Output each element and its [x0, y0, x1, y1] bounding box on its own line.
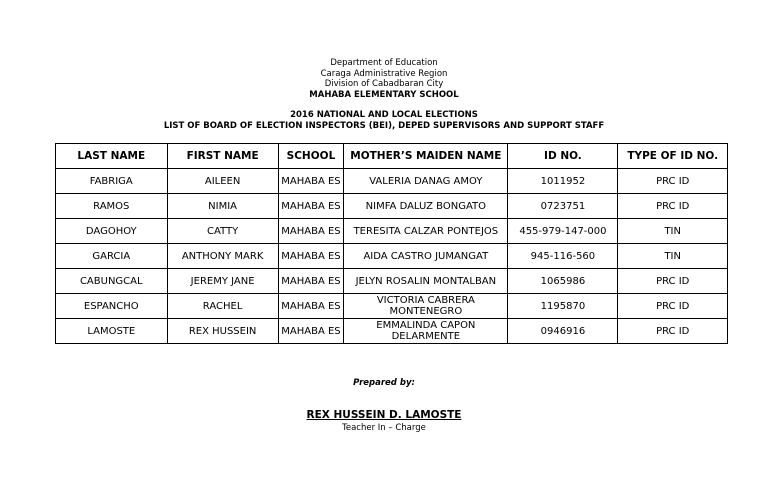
cell-school: MAHABA ES — [278, 319, 344, 344]
table-row — [56, 244, 728, 269]
cell-school: MAHABA ES — [278, 294, 344, 319]
cell-school: MAHABA ES — [278, 269, 344, 294]
col-mothers-maiden-name: MOTHER’S MAIDEN NAME — [344, 144, 508, 169]
cell-id-no: 455-979-147-000 — [508, 219, 618, 244]
table-row — [56, 319, 728, 344]
table-row — [56, 269, 728, 294]
cell-last-name: RAMOS — [56, 194, 168, 219]
cell-school: MAHABA ES — [278, 219, 344, 244]
cell-last-name: DAGOHOY — [56, 219, 168, 244]
cell-last-name: GARCIA — [56, 244, 168, 269]
cell-mothers-maiden-name: AIDA CASTRO JUMANGAT — [344, 244, 508, 269]
cell-id-no: 945-116-560 — [508, 244, 618, 269]
cell-first-name: NIMIA — [167, 194, 278, 219]
cell-last-name: CABUNGCAL — [56, 269, 168, 294]
col-id-no: ID NO. — [508, 144, 618, 169]
cell-first-name: CATTY — [167, 219, 278, 244]
cell-school: MAHABA ES — [278, 194, 344, 219]
cell-id-no: 1065986 — [508, 269, 618, 294]
cell-mothers-maiden-name: EMMALINDA CAPON DELARMENTE — [344, 319, 508, 344]
document-title — [0, 110, 768, 132]
cell-first-name: ANTHONY MARK — [167, 244, 278, 269]
title-line-1: 2016 NATIONAL AND LOCAL ELECTIONS — [290, 110, 478, 120]
cell-last-name: FABRIGA — [56, 169, 168, 194]
cell-mothers-maiden-name: VALERIA DANAG AMOY — [344, 169, 508, 194]
cell-id-no: 0723751 — [508, 194, 618, 219]
cell-type-of-id: PRC ID — [618, 294, 728, 319]
prepared-by-label: Prepared by: — [353, 378, 415, 388]
cell-first-name: REX HUSSEIN — [167, 319, 278, 344]
cell-type-of-id: PRC ID — [618, 169, 728, 194]
school-name: MAHABA ELEMENTARY SCHOOL — [309, 89, 459, 100]
cell-school: MAHABA ES — [278, 169, 344, 194]
department-line: Department of Education — [330, 58, 438, 68]
col-type-of-id: TYPE OF ID NO. — [618, 144, 728, 169]
division-line: Division of Cabadbaran City — [324, 79, 444, 89]
cell-first-name: AILEEN — [167, 169, 278, 194]
table-row — [56, 219, 728, 244]
cell-type-of-id: PRC ID — [618, 194, 728, 219]
personnel-table — [55, 143, 728, 344]
cell-id-no: 1195870 — [508, 294, 618, 319]
col-first-name: FIRST NAME — [167, 144, 278, 169]
cell-mothers-maiden-name: JELYN ROSALIN MONTALBAN — [344, 269, 508, 294]
table-row — [56, 194, 728, 219]
cell-last-name: ESPANCHO — [56, 294, 168, 319]
cell-mothers-maiden-name: VICTORIA CABRERA MONTENEGRO — [344, 294, 508, 319]
title-line-2: LIST OF BOARD OF ELECTION INSPECTORS (BEI), DEPED SUPERVISORS AND SUPPORT STAFF — [163, 121, 605, 131]
cell-first-name: JEREMY JANE — [167, 269, 278, 294]
cell-type-of-id: PRC ID — [618, 269, 728, 294]
cell-last-name: LAMOSTE — [56, 319, 168, 344]
signatory-name: REX HUSSEIN D. LAMOSTE — [306, 409, 462, 421]
col-school: SCHOOL — [278, 144, 344, 169]
cell-type-of-id: TIN — [618, 219, 728, 244]
cell-first-name: RACHEL — [167, 294, 278, 319]
region-line: Caraga Administrative Region — [320, 68, 448, 79]
table-header-row — [56, 144, 728, 169]
cell-school: MAHABA ES — [278, 244, 344, 269]
col-last-name: LAST NAME — [56, 144, 168, 169]
cell-mothers-maiden-name: NIMFA DALUZ BONGATO — [344, 194, 508, 219]
cell-id-no: 0946916 — [508, 319, 618, 344]
table-row — [56, 169, 728, 194]
signatory-position: Teacher In – Charge — [342, 423, 426, 433]
cell-type-of-id: TIN — [618, 244, 728, 269]
table-row — [56, 294, 728, 319]
cell-id-no: 1011952 — [508, 169, 618, 194]
document-header — [0, 58, 768, 100]
cell-type-of-id: PRC ID — [618, 319, 728, 344]
cell-mothers-maiden-name: TERESITA CALZAR PONTEJOS — [344, 219, 508, 244]
